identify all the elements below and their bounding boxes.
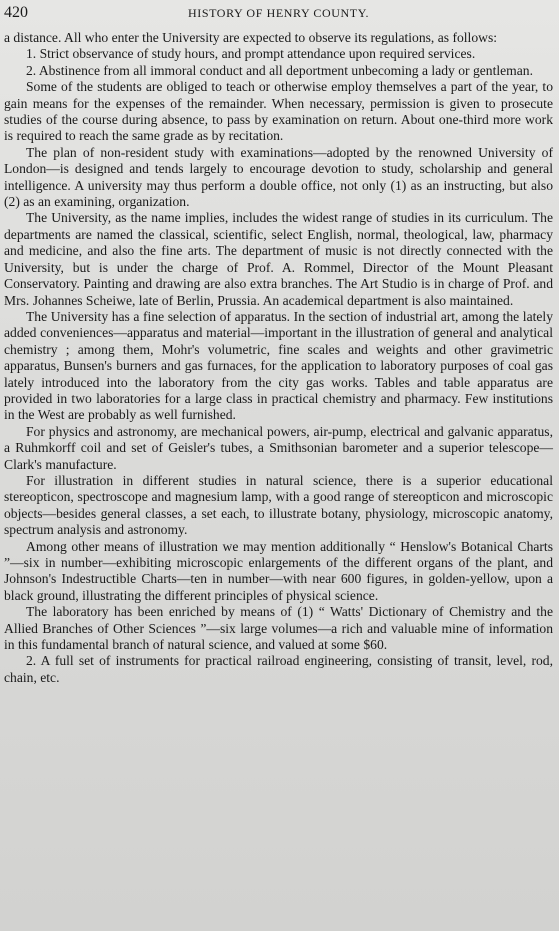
- running-head: HISTORY OF HENRY COUNTY.: [187, 6, 370, 20]
- paragraph: The University, as the name implies, includes the widest range of studies in its curriculum. The departments are named the classical, scientific, select English, normal, theological, law, pharmacy and medicine, and also the fine arts. The department of music is not directly connected with the University, but is under the charge of Prof. A. Rommel, Director of the Mount Pleasant Conservatory. Painting and drawing are also extra branches. The Art Studio is in charge of Prof. and Mrs. Johannes Scheiwe, late of Berlin, Prussia. An academical department is also maintained.: [4, 210, 553, 308]
- paragraph: For physics and astronomy, are mechanical powers, air-pump, electrical and galvanic apparatus, a Ruhmkorff coil and set of Geisler's tubes, a Smithsonian barometer and a superior telescope—Clark's manufacture.: [4, 423, 553, 472]
- paragraph: Among other means of illustration we may mention additionally “ Henslow's Botanical Charts ”—six in number—exhibiting microscopic enlargements of the different organs of the plant, and Johnson's Indestructible Charts—ten in number—with near 600 figures, in golden-yellow, upon a black ground, illustrating the different principles of physical science.: [4, 538, 553, 603]
- paragraph: 2. A full set of instruments for practical railroad engineering, consisting of transit, level, rod, chain, etc.: [4, 653, 553, 685]
- page-number: 420: [4, 4, 28, 21]
- paragraph: a distance. All who enter the University are expected to observe its regulations, as follows:: [4, 30, 498, 45]
- paragraph: Some of the students are obliged to teach or otherwise employ themselves a part of the year, to gain means for the expenses of the remainder. When necessary, permission is given to prosecute studies of the course during absence, to pass by examination on return. About one-third more work is required to reach the same grade as by recitation.: [4, 79, 553, 144]
- paragraph: The laboratory has been enriched by means of (1) “ Watts' Dictionary of Chemistry and the Allied Branches of Other Sciences ”—six large volumes—a rich and valuable mine of information in this fundamental branch of natural science, and valued at some $60.: [4, 604, 553, 653]
- paragraph: For illustration in different studies in natural science, there is a superior educational stereopticon, spectroscope and magnesium lamp, with a good range of stereopticon and microscopic objects—besides general classes, a set each, to illustrate botany, physiology, microscopic anatomy, spectrum analysis and astronomy.: [4, 472, 553, 538]
- paragraph: The plan of non-resident study with examinations—adopted by the renowned University of London—is designed and tends largely to encourage devotion to study, scholarship and general intelligence. A university may thus perform a double office, not only (1) as an instructing, but also (2) as an examining, organization.: [4, 144, 553, 210]
- paragraph: 1. Strict observance of study hours, and prompt attendance upon required services.: [26, 46, 476, 62]
- body-text: [4, 30, 553, 686]
- page-header: [4, 4, 553, 30]
- paragraph: 2. Abstinence from all immoral conduct and all deportment unbecoming a lady or gentleman.: [26, 62, 533, 78]
- paragraph: The University has a fine selection of apparatus. In the section of industrial art, among the lately added conveniences—apparatus and material—important in the illustration of general and analytical chemistry ; among them, Mohr's volumetric, fine scales and weights and other gravimetric apparatus, Bunsen's burners and gas furnaces, for the application to laboratory purposes of coal gas lately introduced into the laboratory from the city gas works. Tables and table apparatus are provided in two laboratories for a large class in practical chemistry and pharmacy. Few institutions in the West are probably as well furnished.: [4, 308, 553, 423]
